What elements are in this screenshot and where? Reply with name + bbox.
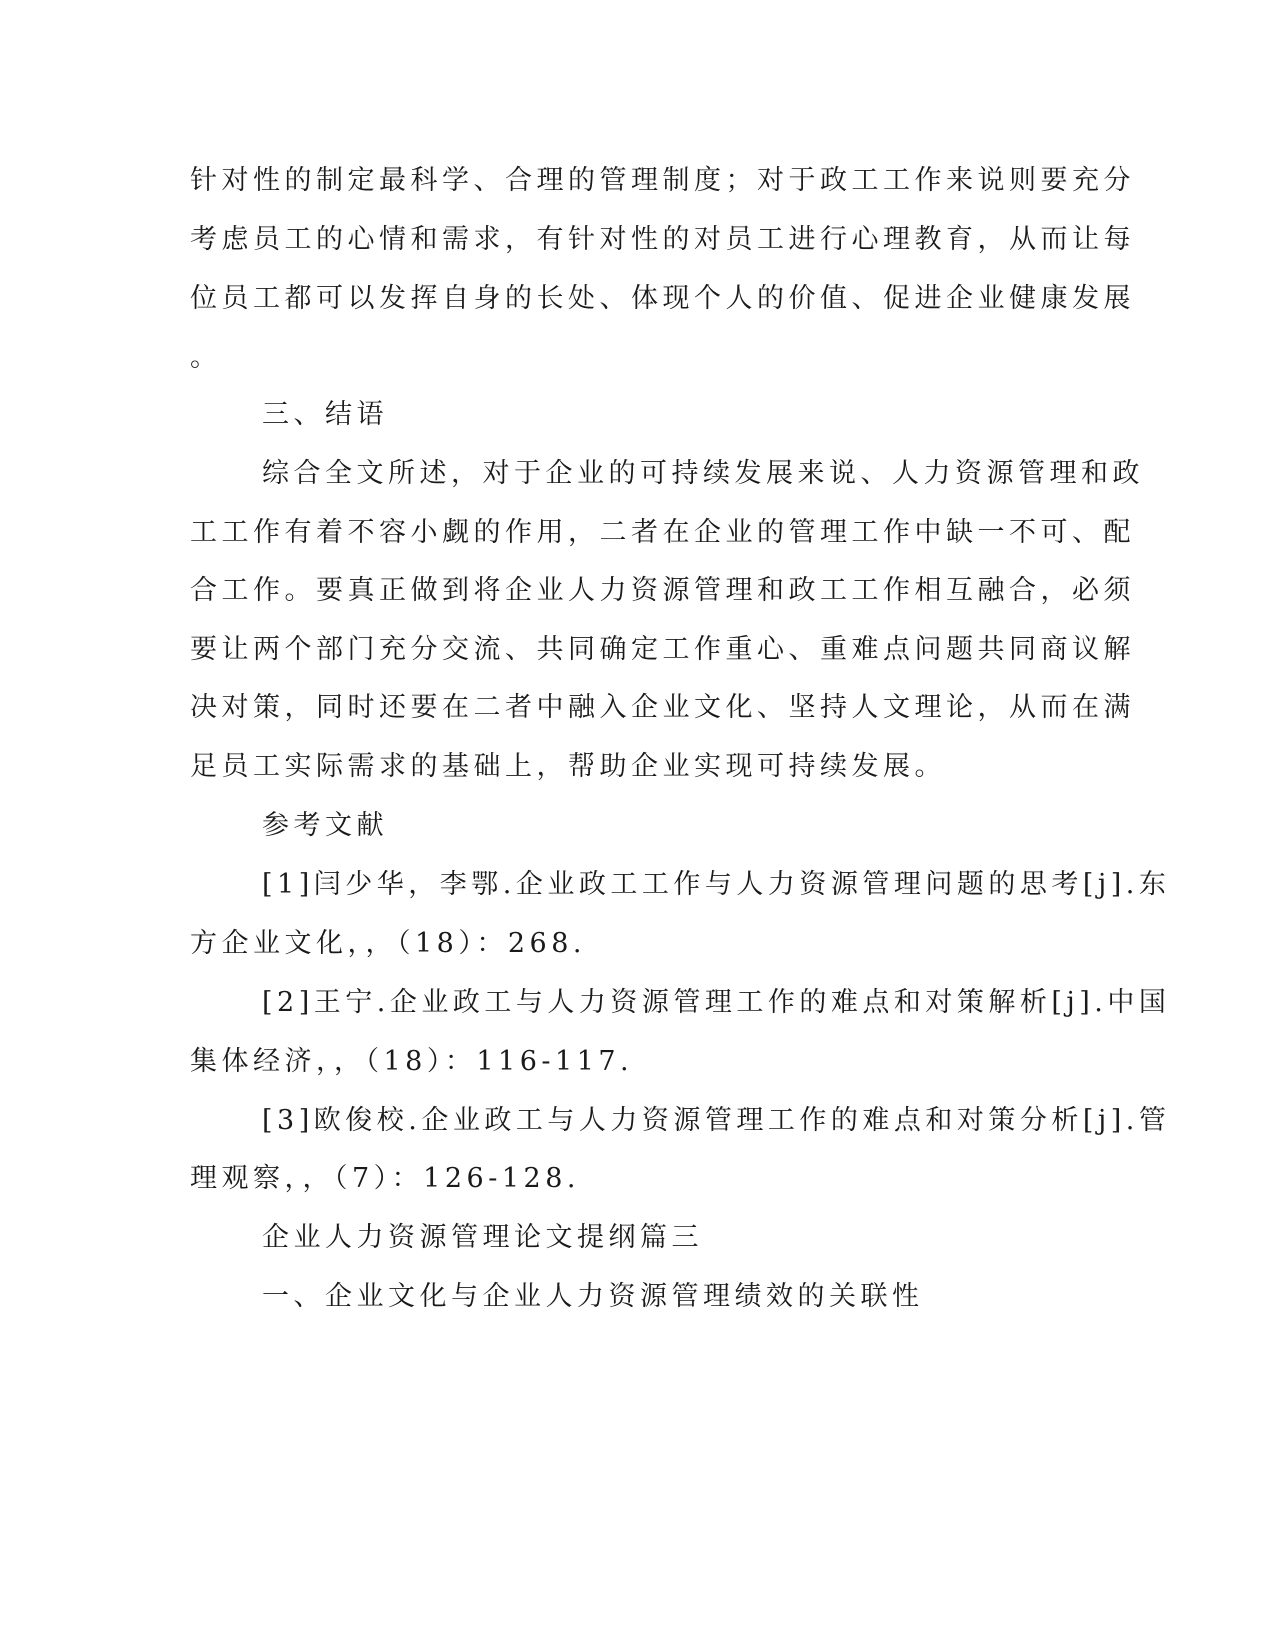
body-line: 综合全文所述，对于企业的可持续发展来说、人力资源管理和政 bbox=[262, 458, 1144, 489]
body-line: 要让两个部门充分交流、共同确定工作重心、重难点问题共同商议解 bbox=[190, 634, 1135, 665]
reference-item: [2]王宁.企业政工与人力资源管理工作的难点和对策解析[j].中国 bbox=[262, 987, 1171, 1018]
body-line: 合工作。要真正做到将企业人力资源管理和政工工作相互融合，必须 bbox=[190, 575, 1135, 606]
subsection-heading: 一、企业文化与企业人力资源管理绩效的关联性 bbox=[262, 1281, 924, 1312]
body-line: 。 bbox=[190, 342, 222, 373]
body-line: 考虑员工的心情和需求，有针对性的对员工进行心理教育，从而让每 bbox=[190, 224, 1135, 255]
body-line: 工工作有着不容小觑的作用，二者在企业的管理工作中缺一不可、配 bbox=[190, 517, 1135, 548]
reference-item-continuation: 理观察，，（7）：126-128. bbox=[190, 1163, 580, 1194]
reference-item-continuation: 方企业文化，，（18）：268. bbox=[190, 928, 586, 959]
body-line: 决对策，同时还要在二者中融入企业文化、坚持人文理论，从而在满 bbox=[190, 692, 1135, 723]
reference-item: [1]闫少华，李鄂.企业政工工作与人力资源管理问题的思考[j].东 bbox=[262, 869, 1171, 900]
body-line: 位员工都可以发挥自身的长处、体现个人的价值、促进企业健康发展 bbox=[190, 283, 1135, 314]
references-heading: 参考文献 bbox=[262, 810, 388, 841]
reference-item: [3]欧俊校.企业政工与人力资源管理工作的难点和对策分析[j].管 bbox=[262, 1105, 1171, 1136]
reference-item-continuation: 集体经济，，（18）：116-117. bbox=[190, 1046, 634, 1077]
body-line: 足员工实际需求的基础上，帮助企业实现可持续发展。 bbox=[190, 751, 946, 782]
section-heading-conclusion: 三、结语 bbox=[262, 399, 388, 430]
section-title: 企业人力资源管理论文提纲篇三 bbox=[262, 1222, 703, 1253]
body-line: 针对性的制定最科学、合理的管理制度；对于政工工作来说则要充分 bbox=[190, 165, 1135, 196]
